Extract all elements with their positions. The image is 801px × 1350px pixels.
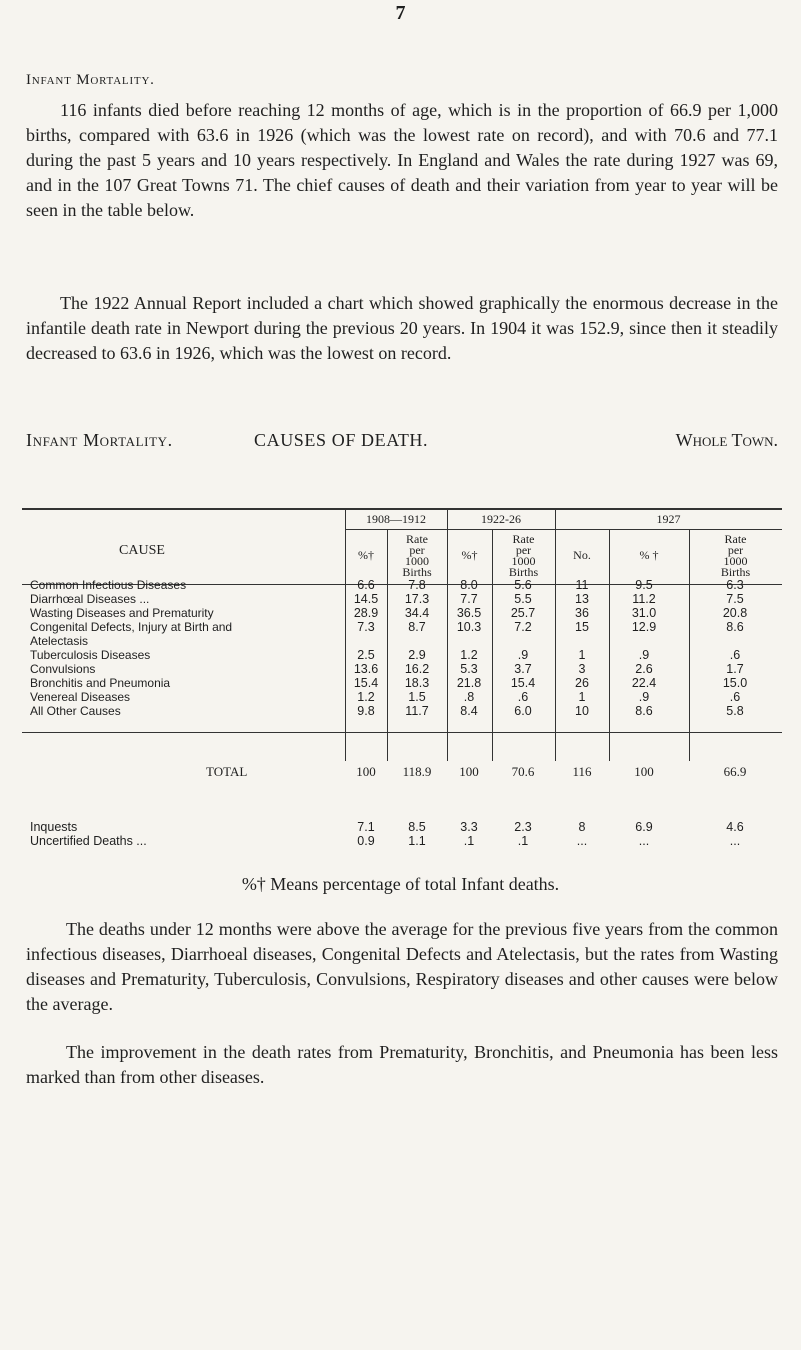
table-cell: .9 xyxy=(638,648,650,662)
table-cell: 25.7 xyxy=(510,606,536,620)
paragraph-infant-deaths: 116 infants died before reaching 12 months of age, which is in the proportion of 66.9 per 1,000 births, compared with 63.6 in 1926 (which was the lowest rate on record), and with 70.6 and 77.1 during the past 5 years and 10 years respectively. In England and Wales the rate during 1927 was 69, and in the 107 Great Towns 71. The chief causes of death and their variation from year to year will be seen in the table below. xyxy=(26,100,778,220)
inquest-column xyxy=(387,820,447,848)
table-cell: 26 xyxy=(575,676,589,690)
cause-label: Atelectasis xyxy=(30,634,89,648)
table-cell: 8.6 xyxy=(726,620,744,634)
table-cell: 16.2 xyxy=(404,662,430,676)
table-cell: 5.5 xyxy=(514,592,532,606)
table-cell: 15 xyxy=(575,620,589,634)
uncertified-cell: 1.1 xyxy=(408,834,426,848)
period-header: 1908—1912 xyxy=(366,512,426,526)
inquest-column xyxy=(492,820,555,848)
table-cell: 15.4 xyxy=(353,676,379,690)
table-cell: 5.8 xyxy=(726,704,744,718)
table-cell: 1.5 xyxy=(408,690,426,704)
table-cell: 34.4 xyxy=(404,606,430,620)
inquests-cell: 6.9 xyxy=(635,820,653,834)
causes-list xyxy=(30,578,232,718)
table-cell: 1.2 xyxy=(460,648,478,662)
table-cell: 9.8 xyxy=(357,704,375,718)
period-header: 1922-26 xyxy=(481,512,521,526)
uncertified-cell: .1 xyxy=(463,834,475,848)
uncertified-cell: .1 xyxy=(517,834,529,848)
table-cell: 1.7 xyxy=(726,662,744,676)
table-cell: 8.4 xyxy=(460,704,478,718)
table-cell: .6 xyxy=(729,690,741,704)
inquests-label: Inquests xyxy=(30,820,78,834)
table-cell: 8.6 xyxy=(635,704,653,718)
table-cell: 8.0 xyxy=(460,578,478,592)
cause-label: Convulsions xyxy=(30,662,96,676)
paragraph-annual-report: The 1922 Annual Report included a chart which showed graphically the enormous decrease in the infantile death rate in Newport during the previous 20 years. In 1904 it was 152.9, since then it steadily decreased to 63.6 in 1926, which was the lowest on record. xyxy=(26,293,778,363)
table-cell: 13.6 xyxy=(353,662,379,676)
pct-header: % † xyxy=(639,548,659,562)
table-cell: 28.9 xyxy=(353,606,379,620)
inquest-column xyxy=(604,820,684,848)
inquest-column xyxy=(555,820,609,848)
table-cell: 20.8 xyxy=(722,606,748,620)
table-cell: .6 xyxy=(517,690,529,704)
cause-label: Bronchitis and Pneumonia xyxy=(30,676,171,690)
inquest-column xyxy=(447,820,492,848)
extra-row-labels xyxy=(30,820,147,848)
total-cell: 118.9 xyxy=(402,764,432,779)
table-cell: 3 xyxy=(578,662,586,676)
table-cell xyxy=(447,634,492,648)
table-cell: 14.5 xyxy=(353,592,379,606)
paragraph-averages: The deaths under 12 months were above the average for the previous five years from the common infectious diseases, Diarrhoeal diseases, Congenital Defects and Atelectasis, but the rates from Wasting diseases and Prematurity, Tuberculosis, Convulsions, Respiratory diseases and other causes were below the average. xyxy=(26,919,778,1014)
table-cell: 7.8 xyxy=(408,578,426,592)
cause-label: Common Infectious Diseases xyxy=(30,578,187,592)
rate-header: Rate per 1000 Births xyxy=(720,532,751,579)
table-cell: 2.6 xyxy=(635,662,653,676)
footnote: %† Means percentage of total Infant deaths. xyxy=(241,874,560,894)
table-heading xyxy=(26,430,778,458)
rate-header: Rate per 1000 Births xyxy=(508,532,539,579)
table-cell xyxy=(555,634,609,648)
value-column xyxy=(447,578,492,718)
pct-header: %† xyxy=(358,548,374,562)
table-cell: .9 xyxy=(638,690,650,704)
table-cell: 17.3 xyxy=(404,592,430,606)
number-header: No. xyxy=(573,548,591,562)
value-column xyxy=(492,578,555,718)
total-cell: 100 xyxy=(634,764,654,779)
table-cell: 1 xyxy=(578,690,586,704)
table-cell xyxy=(689,634,782,648)
table-cell xyxy=(492,634,555,648)
total-cell: 70.6 xyxy=(511,764,535,779)
table-cell xyxy=(345,634,387,648)
table-cell: 11.7 xyxy=(405,704,429,718)
table-cell: 8.7 xyxy=(408,620,426,634)
table-top-rule xyxy=(22,508,782,510)
table-cell: 7.5 xyxy=(726,592,744,606)
table-cell: 7.2 xyxy=(514,620,532,634)
cause-label: Wasting Diseases and Prematurity xyxy=(30,606,214,620)
value-column xyxy=(387,578,447,718)
table-body-rule xyxy=(22,732,782,733)
table-heading-right: Whole Town. xyxy=(675,430,778,450)
table-cell: .9 xyxy=(517,648,529,662)
table-cell: 5.3 xyxy=(460,662,478,676)
table-cell: 5.6 xyxy=(514,578,532,592)
total-cell: 100 xyxy=(356,764,376,779)
table-cell: 36.5 xyxy=(456,606,482,620)
table-cell: .8 xyxy=(463,690,475,704)
inquests-cell: 8.5 xyxy=(408,820,426,834)
table-cell: 13 xyxy=(575,592,589,606)
inquests-cell: 8 xyxy=(578,820,586,834)
table-cell xyxy=(604,634,684,648)
table-period-rule xyxy=(345,529,782,530)
inquests-cell: 3.3 xyxy=(460,820,478,834)
table-cell: 6.6 xyxy=(357,578,375,592)
table-cell: 12.9 xyxy=(631,620,657,634)
cause-label: Diarrhœal Diseases ... xyxy=(30,592,150,606)
table-heading-left: Infant Mortality. xyxy=(26,430,173,450)
value-column xyxy=(604,578,684,718)
inquest-column xyxy=(345,820,387,848)
table-cell: 15.4 xyxy=(510,676,536,690)
table-cell: 9.5 xyxy=(635,578,653,592)
total-cell: 116 xyxy=(572,764,592,779)
table-cell: 1.2 xyxy=(357,690,375,704)
uncertified-label: Uncertified Deaths ... xyxy=(30,834,147,848)
total-label: TOTAL xyxy=(206,764,248,779)
total-cell: 100 xyxy=(459,764,479,779)
inquests-cell: 7.1 xyxy=(357,820,375,834)
table-cell: 1 xyxy=(578,648,586,662)
table-cell: 18.3 xyxy=(404,676,430,690)
uncertified-cell: 0.9 xyxy=(357,834,375,848)
section-title: Infant Mortality. xyxy=(26,72,155,88)
table-cell: 2.9 xyxy=(408,648,426,662)
uncertified-cell: ... xyxy=(638,834,650,848)
table-cell: 7.7 xyxy=(460,592,478,606)
table-cell: .6 xyxy=(729,648,741,662)
cause-label: Congenital Defects, Injury at Birth and xyxy=(30,620,233,634)
table-cell: 21.8 xyxy=(456,676,482,690)
table-cell: 6.3 xyxy=(726,578,744,592)
table-heading-middle: CAUSES OF DEATH. xyxy=(254,430,429,450)
table-cell: 31.0 xyxy=(631,606,657,620)
cause-label: Venereal Diseases xyxy=(30,690,131,704)
inquests-cell: 2.3 xyxy=(514,820,532,834)
inquests-cell: 4.6 xyxy=(726,820,744,834)
uncertified-cell: ... xyxy=(729,834,741,848)
table-cell: 15.0 xyxy=(722,676,748,690)
table-cell: 3.7 xyxy=(514,662,532,676)
uncertified-cell: ... xyxy=(576,834,588,848)
cause-label: Tuberculosis Diseases xyxy=(30,648,151,662)
value-column xyxy=(689,578,782,718)
table-cell: 10 xyxy=(575,704,589,718)
table-cell: 11.2 xyxy=(632,592,656,606)
table-cell: 36 xyxy=(575,606,589,620)
cause-header: CAUSE xyxy=(119,543,165,558)
value-column xyxy=(555,578,609,718)
total-cell: 66.9 xyxy=(723,764,747,779)
rate-header: Rate per 1000 Births xyxy=(402,532,432,579)
value-column xyxy=(345,578,387,718)
table-cell: 22.4 xyxy=(631,676,657,690)
table-cell xyxy=(387,634,447,648)
period-header: 1927 xyxy=(656,512,681,526)
paragraph-improvement: The improvement in the death rates from Prematurity, Bronchitis, and Pneumonia has been less marked than from other diseases. xyxy=(26,1042,778,1087)
table-cell: 10.3 xyxy=(456,620,482,634)
table-cell: 6.0 xyxy=(514,704,532,718)
table-cell: 7.3 xyxy=(357,620,375,634)
pct-header: %† xyxy=(461,548,478,562)
cause-label: All Other Causes xyxy=(30,704,121,718)
table-cell: 11 xyxy=(575,578,589,592)
inquest-column xyxy=(689,820,782,848)
page-number: 7 xyxy=(395,2,406,24)
table-cell: 2.5 xyxy=(357,648,375,662)
